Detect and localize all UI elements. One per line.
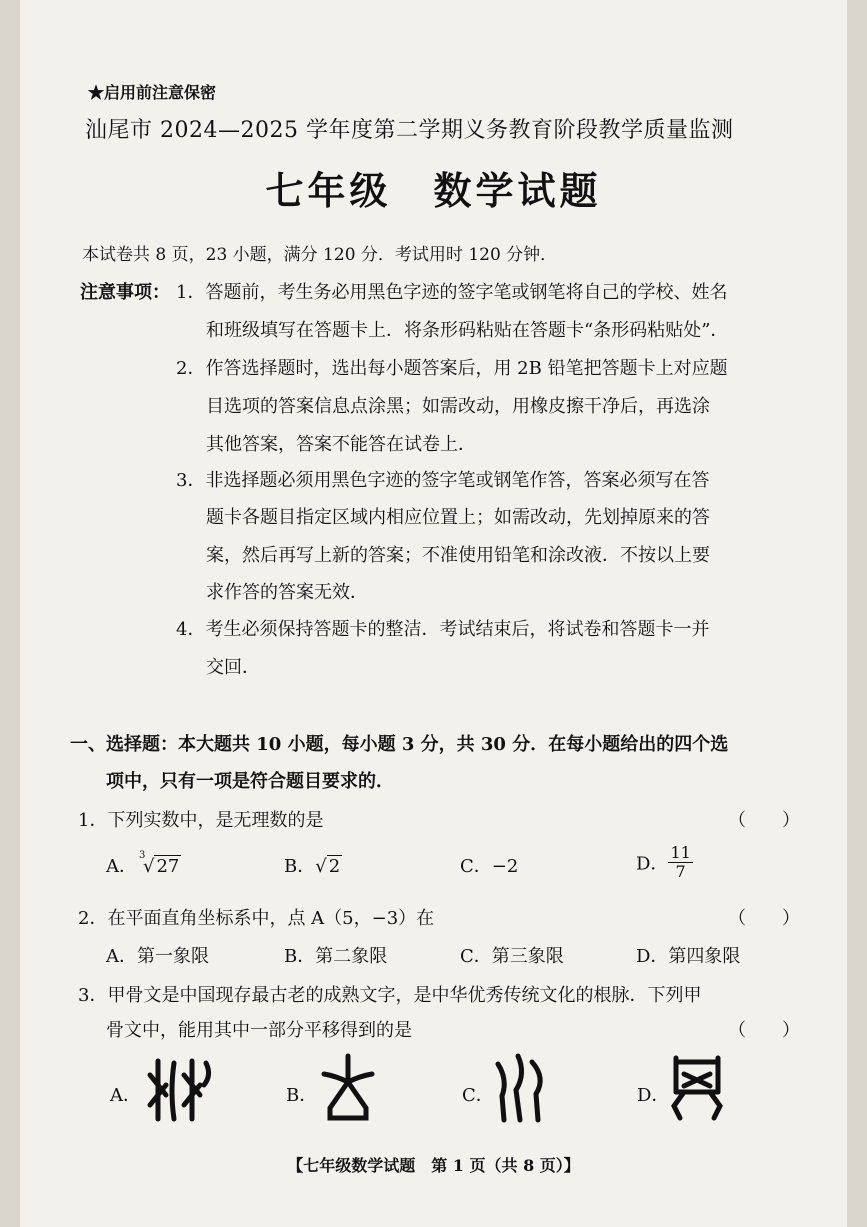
oracle-glyph-d-image <box>668 1052 726 1124</box>
option-value: −2 <box>491 856 519 877</box>
denominator: 7 <box>675 862 686 881</box>
oracle-glyph-a-image <box>144 1055 216 1125</box>
answer-paren: （ ） <box>728 908 800 929</box>
exam-intro: 本试卷共 8 页，23 小题，满分 120 分．考试用时 120 分钟． <box>82 245 558 265</box>
q3-option-d-label: D． <box>637 1085 670 1106</box>
page-title: 七年级 数学试题 <box>265 168 602 213</box>
note-line: 3．非选择题必须用黑色字迹的签字笔或钢笔作答，答案必须写在答 <box>176 470 710 491</box>
question-2-stem: 2．在平面直角坐标系中，点 A（5，−3）在 <box>78 908 435 929</box>
fraction <box>668 844 692 881</box>
confidential-notice: ★启用前注意保密 <box>88 83 217 102</box>
q1-option-c <box>460 852 518 878</box>
note-line: 其他答案，答案不能答在试卷上． <box>206 434 476 455</box>
question-3-stem: 3．甲骨文是中国现存最古老的成熟文字，是中华优秀传统文化的根脉．下列甲 <box>78 985 702 1006</box>
root-index: 3 <box>139 850 146 861</box>
option-label: B． <box>284 856 316 877</box>
q3-option-b-label: B． <box>286 1085 318 1106</box>
q1-option-d <box>636 844 693 881</box>
q3-option-c-label: C． <box>462 1085 494 1106</box>
q2-option-b: B．第二象限 <box>284 946 388 967</box>
q2-option-a: A．第一象限 <box>106 946 209 967</box>
numerator: 11 <box>670 843 691 862</box>
page-footer: 【七年级数学试题 第 1 页（共 8 页）】 <box>287 1156 580 1175</box>
q2-option-c: C．第三象限 <box>460 946 564 967</box>
notes-label: 注意事项： <box>80 282 170 303</box>
oracle-glyph-b-image <box>316 1052 380 1124</box>
option-label: C． <box>460 856 492 877</box>
note-line: 4．考生必须保持答题卡的整洁．考试结束后，将试卷和答题卡一并 <box>176 619 710 640</box>
square-root-expr: √ 2 <box>315 856 341 877</box>
radicand: 2 <box>328 856 341 877</box>
q1-option-b <box>284 852 342 878</box>
note-line: 2．作答选择题时，选出每小题答案后，用 2B 铅笔把答题卡上对应题 <box>176 358 728 379</box>
option-label: A． <box>106 856 137 877</box>
q3-option-a-label: A． <box>110 1085 141 1106</box>
section-heading: 一、选择题：本大题共 10 小题，每小题 3 分，共 30 分．在每小题给出的四个选 <box>70 734 729 755</box>
section-heading-cont: 项中，只有一项是符合题目要求的． <box>106 771 394 792</box>
note-line: 题卡各题目指定区域内相应位置上；如需改动，先划掉原来的答 <box>206 507 710 528</box>
question-1-stem: 1．下列实数中，是无理数的是 <box>78 810 324 831</box>
exam-name: 汕尾市 2024—2025 学年度第二学期义务教育阶段教学质量监测 <box>85 118 734 143</box>
q1-option-a <box>106 852 181 878</box>
cube-root-expr: 3 √ 27 <box>139 850 180 877</box>
note-line: 和班级填写在答题卡上．将条形码粘贴在答题卡“条形码粘贴处”． <box>206 320 729 341</box>
note-line: 交回． <box>206 657 260 678</box>
note-line: 1．答题前，考生务必用黑色字迹的签字笔或钢笔将自己的学校、姓名 <box>176 282 728 303</box>
note-line: 案，然后再写上新的答案；不准使用铅笔和涂改液．不按以上要 <box>206 545 710 566</box>
note-line: 目选项的答案信息点涂黑；如需改动，用橡皮擦干净后，再选涂 <box>206 396 710 417</box>
answer-paren: （ ） <box>728 1020 800 1041</box>
radicand: 27 <box>156 856 180 877</box>
note-line: 求作答的答案无效． <box>206 582 368 603</box>
option-label: D． <box>636 853 669 875</box>
oracle-glyph-c-image <box>492 1052 552 1124</box>
answer-paren: （ ） <box>728 810 800 831</box>
q2-option-d: D．第四象限 <box>636 946 741 967</box>
question-3-stem-cont: 骨文中，能用其中一部分平移得到的是 <box>106 1020 412 1041</box>
